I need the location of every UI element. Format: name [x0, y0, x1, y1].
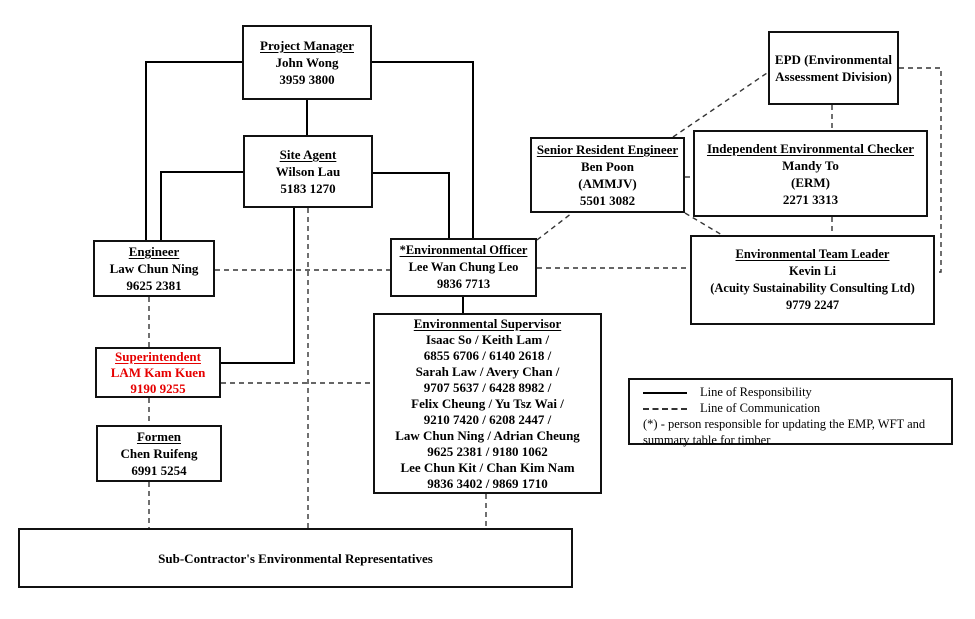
box-environmental-supervisor	[373, 313, 602, 494]
dashed-line-swatch	[643, 408, 687, 410]
box-title: Superintendent	[115, 348, 201, 364]
legend	[628, 378, 953, 445]
legend-note: (*) - person responsible for updating the EMP, WFT and summary table for timber	[643, 417, 926, 447]
dash-envofficer-sre	[537, 213, 572, 240]
line-siteagent-envofficer	[373, 173, 449, 238]
box-independent-environmental-checker	[693, 130, 928, 217]
line-siteagent-superintendent	[221, 208, 294, 363]
box-lines: Mandy To (ERM) 2271 3313	[782, 157, 839, 207]
box-site-agent	[243, 135, 373, 208]
box-title: Project Manager	[260, 38, 354, 53]
box-lines: Law Chun Ning 9625 2381	[109, 261, 199, 293]
box-project-manager	[242, 25, 372, 100]
box-formen	[96, 425, 222, 482]
box-lines: Ben Poon (AMMJV) 5501 3082	[578, 159, 637, 208]
box-lines: John Wong 3959 3800	[275, 55, 339, 87]
box-title: Formen	[136, 429, 182, 444]
box-lines: Isaac So / Keith Lam / 6855 6706 / 6140 2618 / Sarah Law / Avery Chan / 9707 5637 / 6428 8982 / Felix Cheung / Yu Tsz Wai / 9210 7420 / 6208 2447 / Law Chun Ning / Adrian Cheung 9625 2381 / 9180 1062 Lee Chun Kit / Chan Kim Nam 9836 3402 / 9869 1710	[395, 331, 580, 491]
box-superintendent	[95, 347, 221, 398]
box-sub-contractor	[18, 528, 573, 588]
legend-responsibility-label: Line of Responsibility	[700, 385, 812, 400]
box-title: Site Agent	[279, 147, 337, 162]
box-lines: Chen Ruifeng 6991 5254	[120, 446, 198, 478]
legend-communication-label: Line of Communication	[700, 401, 821, 416]
box-title: Senior Resident Engineer	[536, 142, 679, 157]
box-lines: Wilson Lau 5183 1270	[275, 164, 341, 196]
box-title: *Environmental Officer	[399, 243, 528, 257]
box-lines: Kevin Li (Acuity Sustainability Consulting Ltd) 9779 2247	[710, 264, 915, 312]
box-title: Independent Environmental Checker	[706, 140, 915, 156]
legend-communication-row	[643, 401, 943, 417]
legend-responsibility-row	[643, 385, 943, 401]
box-title: Engineer	[128, 244, 180, 259]
box-environmental-officer	[390, 238, 537, 297]
box-senior-resident-engineer	[530, 137, 685, 213]
box-epd	[768, 31, 899, 105]
line-siteagent-engineer	[161, 172, 243, 240]
line-pm-envofficer	[372, 62, 473, 238]
solid-line-swatch	[643, 392, 687, 394]
box-lines: EPD (Environmental Assessment Division)	[774, 52, 893, 84]
box-title: Environmental Team Leader	[735, 247, 890, 261]
box-environmental-team-leader	[690, 235, 935, 325]
box-lines: Sub-Contractor's Environmental Representatives	[158, 550, 433, 566]
box-lines: Lee Wan Chung Leo 9836 7713	[408, 260, 519, 291]
dash-sre-epd	[673, 73, 767, 137]
box-lines: LAM Kam Kuen 9190 9255	[110, 364, 206, 396]
box-title: Environmental Supervisor	[413, 315, 562, 331]
box-engineer	[93, 240, 215, 297]
